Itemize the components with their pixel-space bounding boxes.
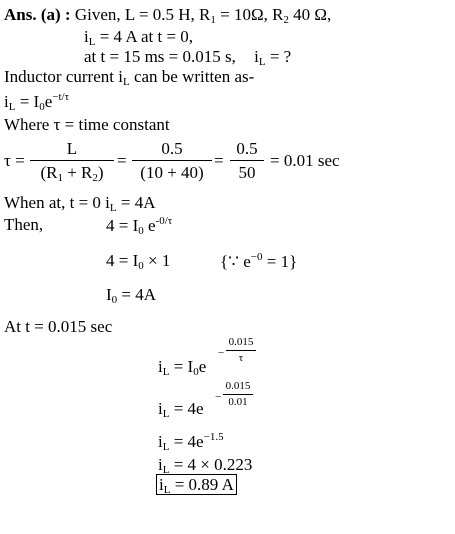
equation-part: I	[106, 285, 112, 304]
current-exponent	[158, 432, 224, 453]
exp-fraction	[226, 337, 256, 364]
equation-part: = 4 × 0.223	[169, 455, 253, 474]
subscript-zero: 0	[193, 366, 199, 378]
time-condition: At t = 0.015 sec	[4, 317, 113, 336]
symbol-i: i	[254, 47, 259, 66]
fraction-denominator: 0.01	[228, 396, 248, 408]
subscript-zero: 0	[138, 260, 144, 272]
initial-equation	[106, 216, 172, 237]
exponent: −t/τ	[52, 91, 70, 103]
equation-part: = 4e	[169, 399, 204, 418]
r1-subscript: 1	[210, 14, 216, 26]
given-current	[84, 28, 193, 48]
fraction-numerator: L	[66, 139, 78, 158]
current-at-time-formula	[158, 358, 206, 378]
fraction-bar	[132, 160, 212, 161]
subscript-l: L	[162, 408, 170, 420]
exp-minus: −	[218, 347, 225, 359]
initial-condition	[4, 194, 156, 214]
symbol-i: i	[158, 432, 163, 451]
final-answer	[156, 476, 237, 496]
symbol-i: i	[158, 357, 163, 376]
since-note-end: = 1}	[262, 252, 298, 271]
subscript-2: 2	[92, 172, 98, 184]
fraction-denominator: τ	[238, 352, 244, 364]
equals-sign: =	[214, 151, 224, 170]
given-time	[84, 48, 291, 68]
tau-result: = 0.01 sec	[270, 151, 340, 170]
i0-result	[106, 286, 156, 306]
current-product	[158, 456, 252, 476]
simplified-equation	[106, 252, 170, 272]
subscript-l: L	[122, 76, 130, 88]
subscript-l: L	[109, 202, 117, 214]
fraction-denominator: 50	[238, 163, 256, 182]
exp-base: e	[198, 357, 207, 376]
subscript-l: L	[162, 366, 170, 378]
subscript-1: 1	[57, 172, 63, 184]
symbol-i: i	[84, 27, 89, 46]
subscript-l: L	[8, 101, 16, 113]
equals-sign: =	[117, 151, 127, 170]
fraction-numerator: 0.5	[161, 139, 183, 158]
fraction-bar	[223, 394, 253, 395]
equation-part: = 4A	[117, 285, 157, 304]
symbol-i: i	[4, 92, 9, 111]
fraction-l-over-r	[30, 140, 114, 184]
formula-eq: = I	[15, 92, 40, 111]
since-note	[220, 252, 297, 270]
equation-part: = I	[169, 357, 194, 376]
subscript-l: L	[163, 484, 171, 496]
unknown-current: = ?	[265, 47, 292, 66]
tau-definition-text: Where τ = time constant	[4, 115, 170, 134]
answer-header	[4, 6, 331, 26]
fraction-numerator: 0.5	[236, 139, 258, 158]
fraction-bar	[230, 160, 264, 161]
equation-part: = 4e	[169, 432, 204, 451]
fraction-numerator: 0.015	[225, 380, 251, 392]
intro-text: Inductor current i	[4, 67, 123, 86]
subscript-l: L	[162, 441, 170, 453]
tau-lhs: τ =	[4, 151, 25, 170]
fraction-bar	[226, 350, 256, 351]
den-part: + R	[62, 163, 93, 182]
then-label: Then,	[4, 215, 44, 234]
exponent: −0	[250, 251, 263, 263]
given-text: Given, L = 0.5 H, R	[74, 5, 211, 24]
exp-base: e	[44, 92, 53, 111]
symbol-i: i	[158, 399, 163, 418]
equation-part: 4 = I	[106, 251, 139, 270]
r2-subscript: 2	[283, 14, 289, 26]
fraction-numerator: 0.015	[228, 336, 254, 348]
given-time-value: at t = 15 ms = 0.015 s,	[84, 47, 236, 66]
symbol-i: i	[158, 455, 163, 474]
intro-statement	[4, 68, 254, 88]
subscript-l: L	[258, 56, 266, 68]
fraction-bar	[30, 160, 114, 161]
given-current-value: = 4 A at t = 0,	[95, 27, 194, 46]
equation-part: × 1	[143, 251, 171, 270]
subscript-l: L	[162, 464, 170, 476]
initial-condition-text: When at, t = 0 i	[4, 193, 110, 212]
final-answer-box	[156, 474, 237, 495]
fraction-denominator: (10 + 40)	[140, 163, 204, 182]
symbol-i: i	[159, 475, 164, 494]
den-part: )	[97, 163, 104, 182]
subscript-l: L	[88, 36, 96, 48]
intro-text-rest: can be written as-	[129, 67, 255, 86]
current-substituted	[158, 400, 204, 420]
exponent: -0/τ	[155, 215, 173, 227]
since-note-text: {∵ e	[220, 252, 251, 271]
fraction-simplified	[230, 140, 264, 181]
answer-prefix: Ans. (a) :	[4, 5, 71, 24]
final-answer-value: = 0.89 A	[170, 475, 234, 494]
fraction-denominator	[30, 164, 114, 184]
exp-base: e	[143, 216, 156, 235]
initial-condition-value: = 4A	[116, 193, 156, 212]
subscript-zero: 0	[138, 225, 144, 237]
subscript-zero: 0	[111, 294, 118, 306]
r1-value: = 10Ω, R	[215, 5, 284, 24]
den-part: (R	[40, 163, 58, 182]
tau-definition	[4, 116, 170, 133]
exp-minus: −	[215, 391, 222, 403]
equation-part: 4 = I	[106, 216, 139, 235]
r2-value: 40 Ω,	[288, 5, 332, 24]
exp-fraction	[223, 381, 253, 408]
current-formula	[4, 92, 69, 113]
exponent: −1.5	[203, 431, 224, 443]
fraction-numeric	[132, 140, 212, 181]
subscript-zero: 0	[39, 101, 45, 113]
